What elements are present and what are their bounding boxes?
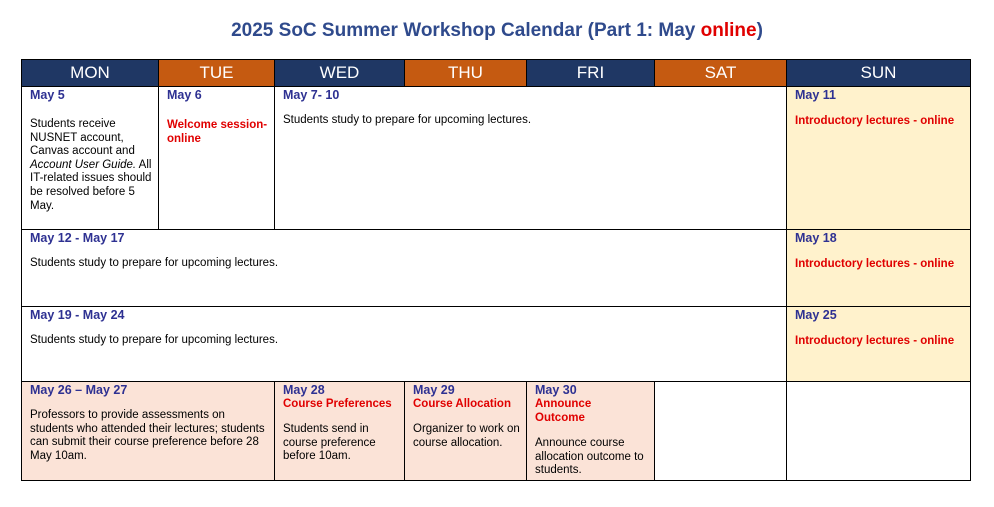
cell-text: Professors to provide assessments on students who attended their lectures; students can submit their course preference before 28 May 10am. [30,409,265,462]
cell-date: May 6 [167,88,202,102]
day-header-row [22,60,971,87]
cell-may-29 [405,382,527,481]
cell-highlight: Introductory lectures - online [795,258,955,270]
title-text: 2025 SoC Summer Workshop Calendar (Part 1: May [231,20,701,41]
cell-text: Organizer to work on course allocation. [413,423,520,449]
cell-may-5 [22,87,159,230]
cell-text: Announce course allocation outcome to students. [535,437,644,477]
cell-date: May 30 [535,383,577,397]
cell-may-28 [275,382,405,481]
cell-may-7-10 [275,87,787,230]
cell-may-6 [159,87,275,230]
cell-date: May 25 [795,308,837,322]
cell-text: Students study to prepare for upcoming lectures. [283,114,532,126]
cell-text: Students study to prepare for upcoming lectures. [30,257,279,269]
cell-date: May 28 [283,383,325,397]
cell-date: May 19 - May 24 [30,308,125,322]
cell-highlight: Announce Outcome [535,398,592,424]
cell-may-25 [787,307,971,382]
cell-text-part: Students receive NUSNET account, Canvas account and [30,118,135,158]
week-row-4 [22,382,971,481]
account-user-guide-text: Account User Guide. [30,158,137,171]
cell-may-26-27 [22,382,275,481]
cell-date: May 12 - May 17 [30,231,125,245]
cell-may-12-17 [22,230,787,307]
day-header-tue: TUE [159,60,275,87]
page-title [0,20,994,42]
title-suffix: ) [756,20,763,41]
cell-may-18 [787,230,971,307]
cell-highlight: Introductory lectures - online [795,335,955,347]
cell-may-19-24 [22,307,787,382]
cell-text [30,118,152,213]
day-header-thu: THU [405,60,527,87]
calendar-table [21,59,971,481]
cell-highlight: Course Preferences [283,398,392,410]
cell-may-31 [655,382,787,481]
cell-date: May 18 [795,231,837,245]
cell-highlight: Welcome session- online [167,119,268,145]
cell-date: May 26 – May 27 [30,383,128,397]
cell-highlight: Course Allocation [413,398,511,410]
cell-date: May 11 [795,88,837,102]
week-row-1 [22,87,971,230]
cell-text: Students study to prepare for upcoming lectures. [30,334,279,346]
week-row-3 [22,307,971,382]
cell-date: May 7- 10 [283,88,340,102]
cell-text-part: All IT-related issues should be resolved before 5 May. [30,158,152,212]
title-highlight: online [700,20,757,41]
day-header-fri: FRI [527,60,655,87]
week-row-2 [22,230,971,307]
cell-highlight: Introductory lectures - online [795,115,955,127]
day-header-wed: WED [275,60,405,87]
cell-text: Students send in course preference before 10am. [283,423,376,463]
day-header-sat: SAT [655,60,787,87]
cell-date: May 29 [413,383,455,397]
cell-june-1 [787,382,971,481]
cell-date: May 5 [30,88,65,102]
day-header-sun: SUN [787,60,971,87]
cell-may-30 [527,382,655,481]
day-header-mon: MON [22,60,159,87]
cell-may-11 [787,87,971,230]
